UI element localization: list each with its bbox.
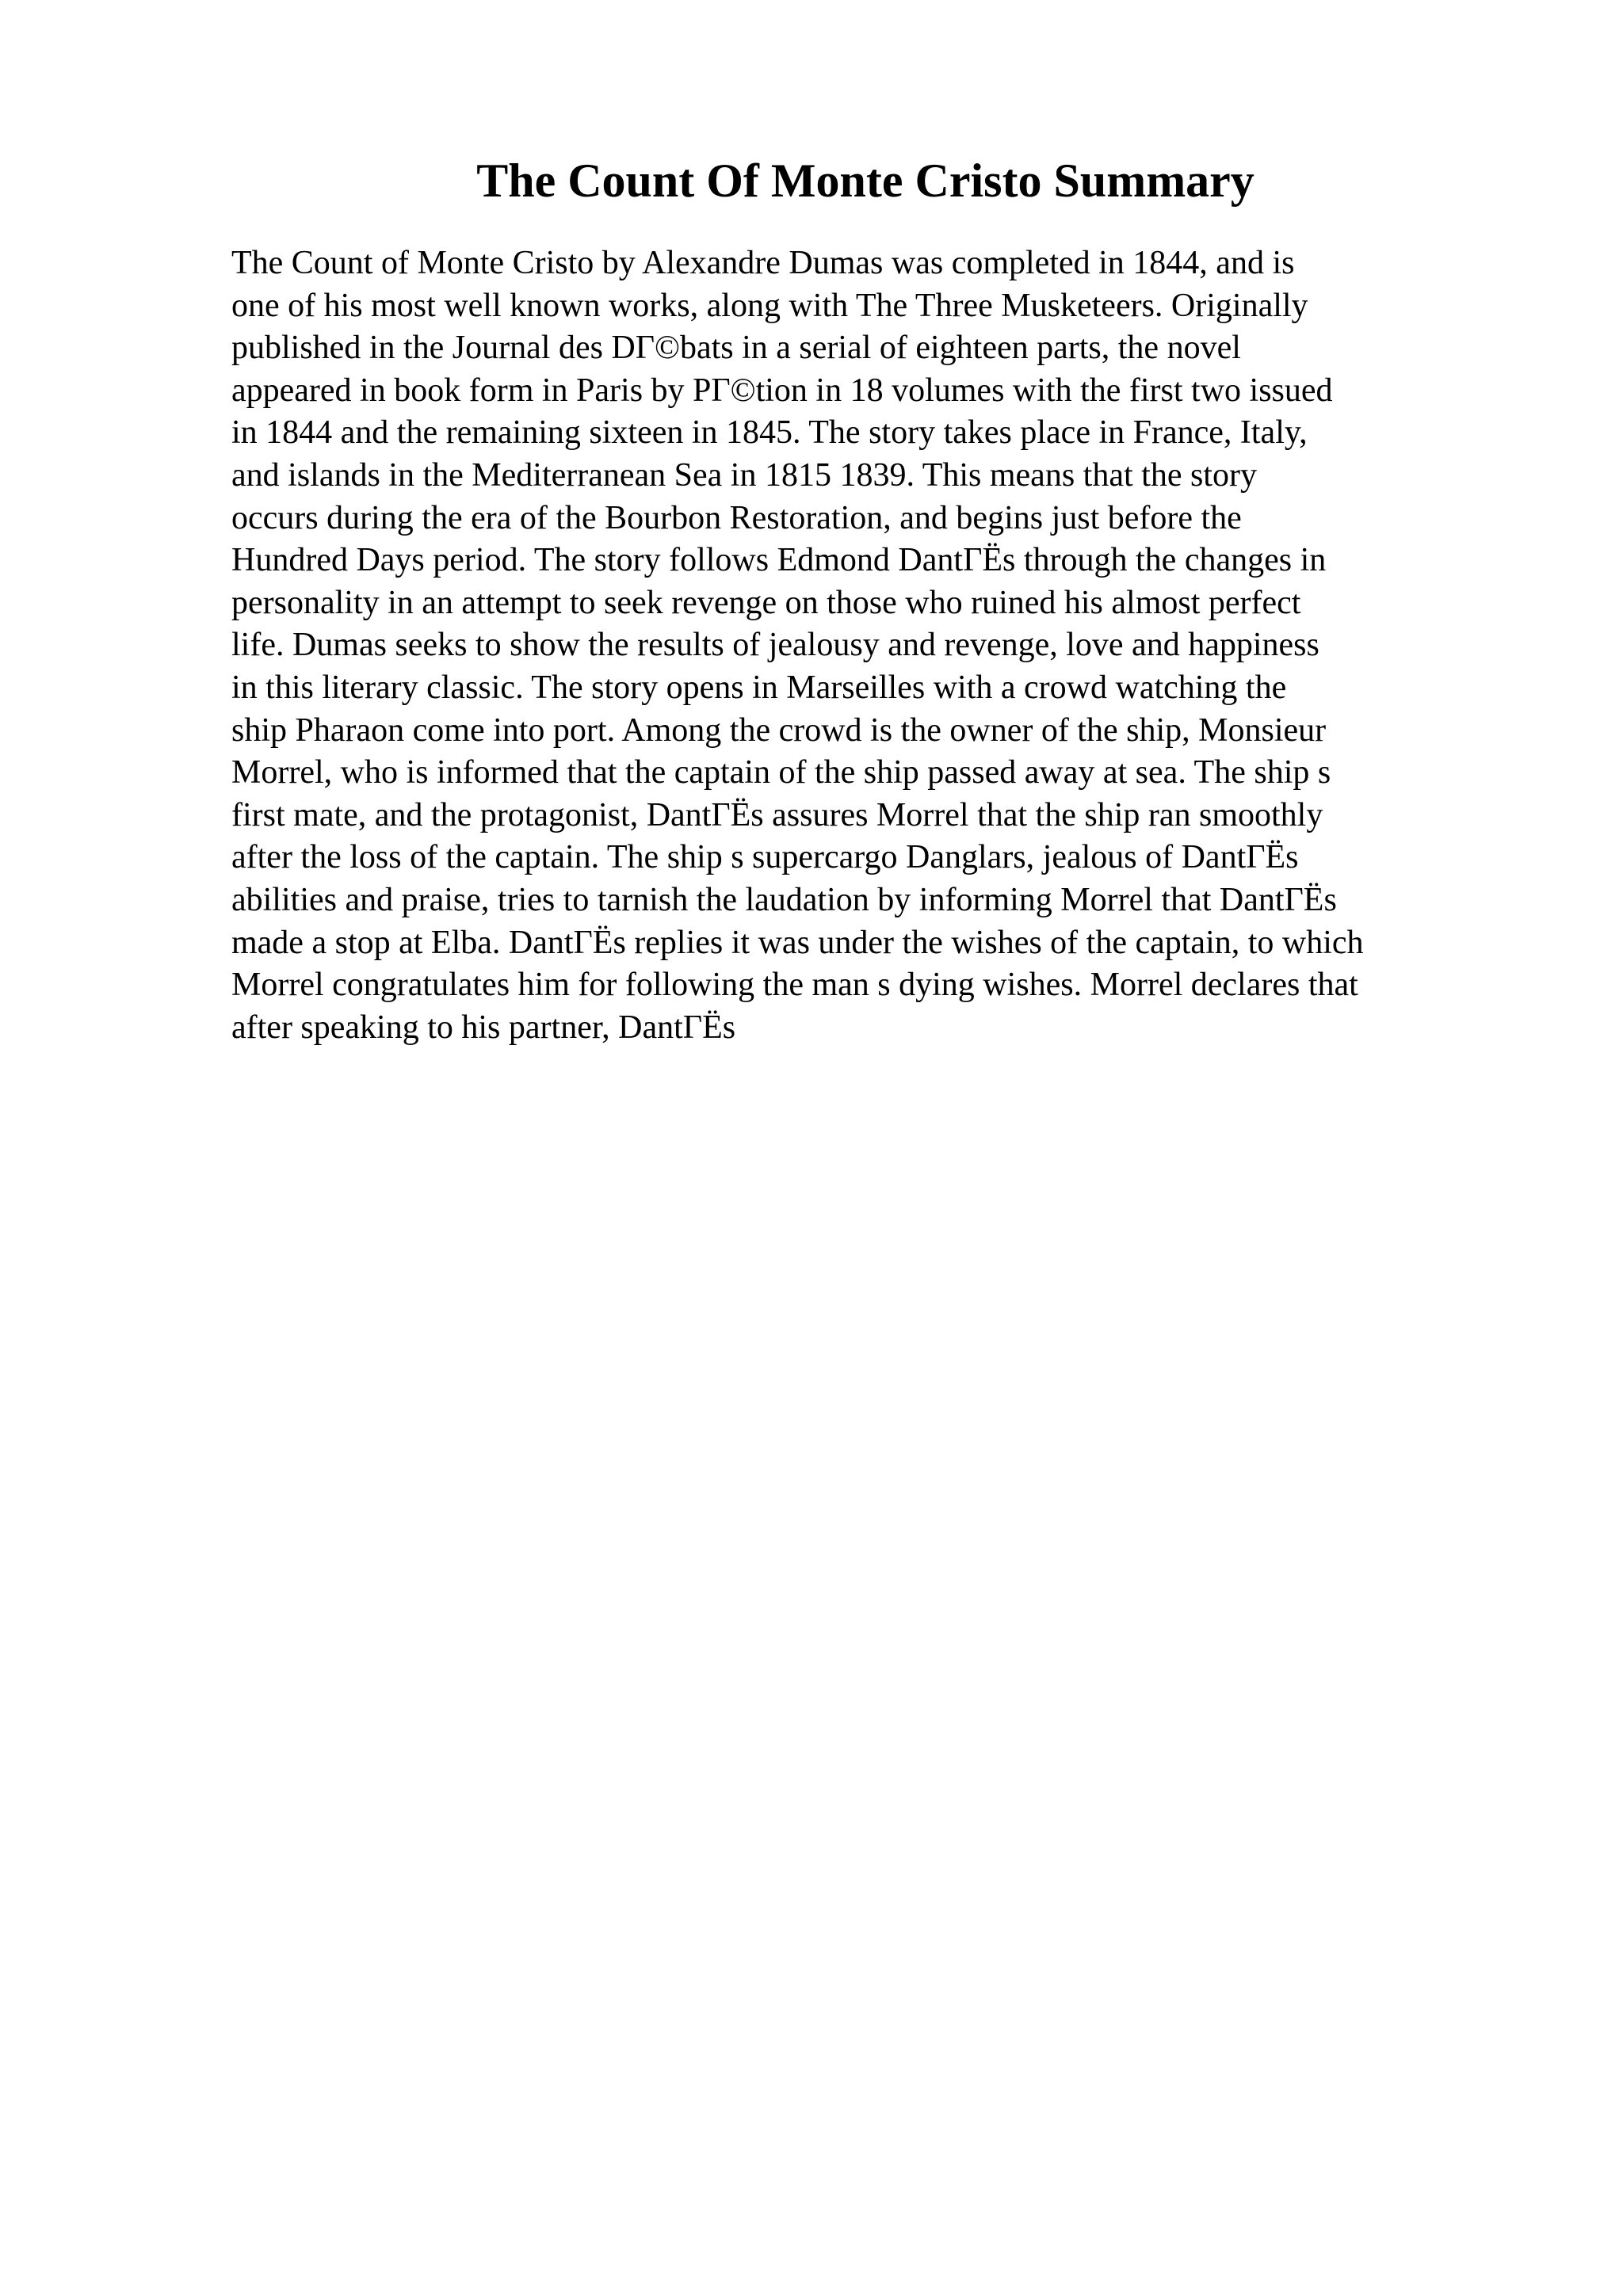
body-line-10: life. Dumas seeks to show the results of jealousy and revenge, love and happiness [231,627,1319,664]
body-line-6: and islands in the Mediterranean Sea in 1815 1839. This means that the story [231,456,1257,494]
body-line-15: after the loss of the captain. The ship s supercargo Danglars, jealous of DantГЁs [231,839,1299,876]
body-line-4: appeared in book form in Paris by PГ©tion in 18 volumes with the first two issued [231,372,1333,409]
body-line-17: made a stop at Elba. DantГЁs replies it was under the wishes of the captain, to which [231,924,1364,961]
document-body [231,242,1499,1049]
body-line-19: after speaking to his partner, DantГЁs [231,1009,736,1046]
body-line-5: in 1844 and the remaining sixteen in 1845. The story takes place in France, Italy, [231,414,1308,452]
body-line-16: abilities and praise, tries to tarnish the laudation by informing Morrel that DantГЁs [231,881,1337,918]
body-line-11: in this literary classic. The story opens in Marseilles with a crowd watching the [231,669,1287,706]
body-line-9: personality in an attempt to seek revenge on those who ruined his almost perfect [231,584,1301,621]
body-line-14: first mate, and the protagonist, DantГЁs assures Morrel that the ship ran smoothly [231,796,1323,833]
body-line-3: published in the Journal des DГ©bats in a serial of eighteen parts, the novel [231,330,1241,367]
body-line-8: Hundred Days period. The story follows Edmond DantГЁs through the changes in [231,542,1327,579]
body-line-2: one of his most well known works, along with The Three Musketeers. Originally [231,287,1308,324]
body-line-13: Morrel, who is informed that the captain of the ship passed away at sea. The ship s [231,754,1331,791]
body-line-1: The Count of Monte Cristo by Alexandre Dumas was completed in 1844, and is [231,245,1295,281]
document-title: The Count Of Monte Cristo Summary [476,154,1254,207]
body-line-18: Morrel congratulates him for following the man s dying wishes. Morrel declares that [231,967,1358,1004]
body-line-7: occurs during the era of the Bourbon Restoration, and begins just before the [231,499,1242,536]
body-line-12: ship Pharaon come into port. Among the crowd is the owner of the ship, Monsieur [231,711,1327,749]
